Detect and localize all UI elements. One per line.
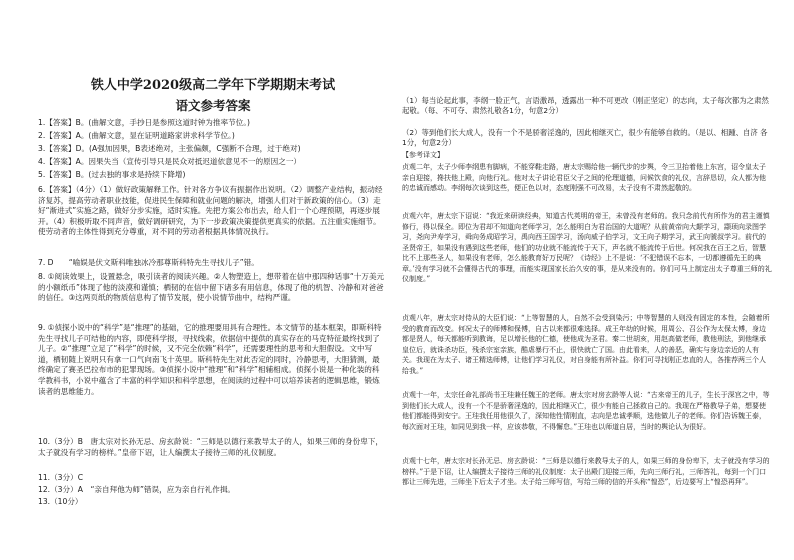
reference-paragraph-5: 贞观十七年，唐太宗对长孙无忌、房玄龄说：“三师是以德行来教导太子的人，如果三师的身份卑下，太子就没有学习的榜样。”于是下诏，让人编撰太子接待三师的礼仪制度：太子出殿门迎接三师，先向三师行礼，三师答礼，每到一个门口都让三师先进，三师坐下后太子才坐。太子给三师写信，写给三师的信的开头称“惶恐”，后边要写上“惶恐再拜”。 <box>402 457 770 486</box>
answer-2: 2.【答案】A。(曲解文意，显在证明道路家讲求科学节位。) <box>38 131 235 140</box>
answer-13-part-2: （2）等到他们长大成人，没有一个不是骄奢淫逸的，因此相继灭亡，很少有能够自救的。（是以、相踵、自济 各1分，句意2分） <box>402 128 768 148</box>
answer-10: 10.（3分）B 唐太宗对长孙无忌、房玄龄说：“三师是以德行来教导太子的人，如果三师的身份卑下，太子就没有学习的榜样。”皇帝下诏，让人编撰太子接待三师的礼仪制度。 <box>38 437 383 457</box>
answer-1: 1.【答案】B。(曲解文意，手抄日是参照这道时钟为推率节位。) <box>38 118 251 127</box>
answer-11: 11.（3分）C <box>38 473 83 482</box>
reference-paragraph-3: 贞观八年，唐太宗对侍从的大臣们说：“上等智慧的人，自然不会受到染污；中等智慧的人则没有固定的本性，会随着所受的教育而改变。何况太子的师傅和保傅，自古以来都很难选择。成王年幼的时候，用周公、召公作为太保太傅，身边都是贤人，每天都能听到教诲，足以增长他的仁德，使他成为圣君。秦二世胡亥，用赵高做老师，教他刑法，到他继承皇位后，就诛杀功臣，残杀宗室亲族，酷虐暴行不止，很快就亡了国。由此看来，人的善恶，确实与身边亲近的人有关。我现在为太子、诸王精选师傅，让他们学习礼仪，对自身能有所补益。你们可寻找刚正忠直的人，各推荐两三个人给我。” <box>402 314 770 375</box>
answer-13-part-1: （1）每当论起此事，李纲一脸正气，言语激昂，透露出一种不可更改（刚正坚定）的志向，太子每次都为之肃然起敬。（每、不可夺、肃然礼敬各1分，句意2分） <box>402 96 769 116</box>
answer-4: 4.【答案】A。因果失当（宣传引导只是民众对抵迟道依意见不一的原因之一） <box>38 157 302 166</box>
exam-title: 铁人中学2020级高二学年下学期期末考试 <box>90 78 336 93</box>
page-subtitle: 语文参考答案 <box>175 98 251 113</box>
reference-paragraph-4: 贞观十一年，太宗任命礼部尚书王珪兼任魏王的老师。唐太宗对房玄龄等人说：“古来帝王的儿子，生长于深宫之中，等到他们长大成人，没有一个不是骄奢淫逸的，因此相继灭亡，很少有能自己拯救自己的。我现在严格教导子弟，想要使他们都能得到安宁。王珪我任用他很久了，深知他性情刚直，志向是忠诚孝顺，选他做儿子的老师。你们告诉魏王泰，每次面对王珪，如同见到我一样，应该恭敬，不得懈怠。”王珪也以师道自居，当时的舆论认为很好。 <box>402 391 770 431</box>
reference-paragraph-2: 贞观六年，唐太宗下诏说：“我近来研读经典，知道古代英明的帝王，未曾没有老师的。我只念前代有所作为的君主谨慎修行，得以保全。即位为君却不知道向老师学习，怎么能明白为君治国的大道呢？从前黄帝向大颠学习，颛顼向录图学习，尧向尹寿学习，舜向务成昭学习，禹向西王国学习，汤向威子伯学习，文王向子期学习，武王向虢叔学习。前代的圣贤帝王，如果没有遇到这些老师，他们的功业就不能流传于天下，声名就不能流传于后世。何况我在百王之后，智慧比不上那些圣人，如果没有老师，怎么能教育好万民呢？《诗经》上不是说：‘不犯错误不忘本，一切都遵循先王的典章。’没有学习就不会懂得古代的事理，而能实现国家长治久安的事，是从来没有的。你们可马上制定出太子尊重三师的礼仪制度。” <box>402 212 772 283</box>
answer-5: 5.【答案】B。(过去独的事求是持续下降增) <box>38 170 186 179</box>
answer-8: 8. ①阅读效果上，设置悬念，吸引读者的阅读兴趣。②人物塑造上，想带着在信中那四种话事“十万美元的小额纸币”体现了他的淡漠和谨慎；栖韧的在信中留下诸多有用信息，体现了他的机智、冷静和对爸爸的信任。③这两页纸的物质信息构了情节发展，使小说情节曲中，结构严谨。 <box>38 272 385 303</box>
answer-12: 12.（3分）A “亲自拜他为师”错误，应为亲自行礼作揖。 <box>38 485 236 494</box>
reference-heading: 【参考译文】 <box>402 151 444 159</box>
answer-6: 6.【答案】（4分）（1）做好政策解释工作。针对各方争议有振据作出说明。（2）调整产业结构，振动经济复苏，提高劳动者职业技能，促进民生保障和就业问题的解决，增强人们对于新政策的信心。（3）走好“渐进式”实施之路，做好分步实施，适时实施。先把方案公布出去，给人们一个心理预期，再逐步展开。（4）积极听取不同声音，做好调研研究，为下一步政策决策提供更真实的依据。五注重实施细节。使劳动者的主体性得到充分尊重，对不同的劳动者根据具体情况执行。 <box>38 185 383 237</box>
answer-3: 3.【答案】D。(A强加因果，B表述绝对，主张偏颇，C强断不合理，过于绝对) <box>38 144 301 153</box>
answer-13: 13.（10分） <box>38 497 83 506</box>
answer-7: 7. D “喻娱是伏文斯科唯独冰冷那尊斯科特先生寻找儿子”错。 <box>38 258 259 267</box>
answer-9: 9. ①侦探小说中的“科学”是“推理”的基础，它的推理要用具有合理性。本文情节的基本框架，即斯科特先生寻找儿子可结他的内容，即使科学报，寻找线索，依据信中提供的真实存在的马克特征最终找到了儿子。②“推理”立足了“科学”的时候，又不完全依赖“科学”，还需要理性的思考和大胆假设。文中写道，栖韧随上说明只有拿一口气向南飞十英里。斯科特先生对此否定的同时，冷静思考，大胆猜测，最终确定了赛圣巴拉布市的犯罪现场。③侦探小说中“推理”和“科学”相辅相成。侦探小说是一种化装的科学教科书，小说中蕴含了丰富的科学知识和科学思想，在阅读的过程中可以培养读者的逻辑思维，锻炼读者的思维能力。 <box>38 323 382 396</box>
reference-paragraph-1: 贞观二年，太子少师李纲患有脚病，不能穿鞋走路，唐太宗赐给他一辆代步的步舆，令三卫抬着他上东宫，诏令皇太子亲自迎接，搀扶他上殿，向他行礼。他对太子讲论君臣父子之间的伦理道德，问候饮食的礼仪，言辞恳切，众人都为他的忠诚而感动。李纲每次谈到这些，便正色以对，态度刚强不可改易，太子没有不肃然起敬的。 <box>402 163 766 192</box>
